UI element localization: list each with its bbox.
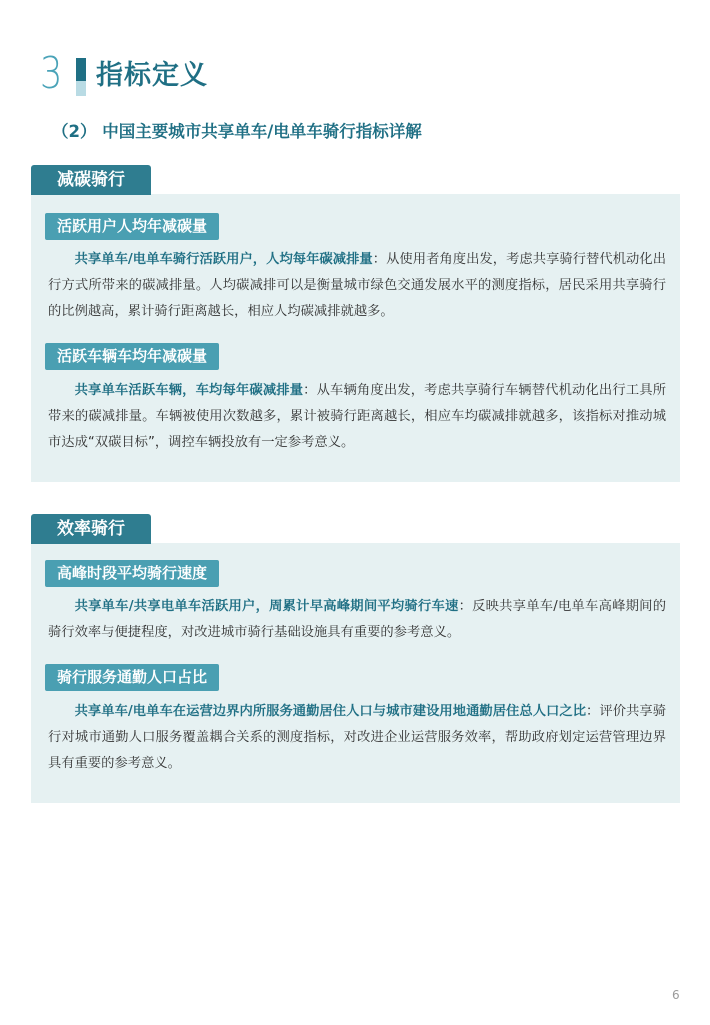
section-tag-efficiency: 效率骑行: [31, 514, 151, 544]
item-description-commute-coverage: [48, 699, 666, 777]
item-label-user-carbon: 活跃用户人均年减碳量: [45, 213, 219, 240]
item-text: ：从使用者角度出发，考虑共享骑行替代机动化出行方式所带来的碳减排量。人均碳减排可以是衡量城市绿色交通发展水平的测度指标，居民采用共享骑行的比例越高，累计骑行距离越长，相应人均碳减排就越多。: [48, 252, 667, 319]
item-term: 共享单车/电单车骑行活跃用户，人均每年碳减排量: [74, 252, 373, 267]
item-description-user-carbon: [48, 247, 666, 325]
item-label-vehicle-carbon: 活跃车辆车均年减碳量: [45, 343, 219, 370]
item-description-peak-speed: [48, 594, 666, 646]
item-text: ：反映共享单车/电单车高峰期间的骑行效率与便捷程度，对改进城市骑行基础设施具有重要的参考意义。: [48, 599, 667, 640]
page-number: 6: [672, 988, 680, 1002]
item-label-peak-speed: 高峰时段平均骑行速度: [45, 560, 219, 587]
section-tag-carbon: 减碳骑行: [31, 165, 151, 195]
chapter-accent-bar: [76, 58, 86, 96]
item-label-commute-coverage: 骑行服务通勤人口占比: [45, 664, 219, 691]
chapter-number: 3: [40, 48, 63, 99]
item-text: ：从车辆角度出发，考虑共享骑行车辆替代机动化出行工具所带来的碳减排量。车辆被使用次数越多，累计被骑行距离越长，相应车均碳减排就越多，该指标对推动城市达成“双碳目标”，调控车辆投放有一定参考意义。: [48, 383, 667, 450]
chapter-title: 指标定义: [96, 60, 208, 91]
item-term: 共享单车/电单车在运营边界内所服务通勤居住人口与城市建设用地通勤居住总人口之比: [74, 704, 587, 719]
sub-heading: （2） 中国主要城市共享单车/电单车骑行指标详解: [52, 122, 422, 141]
item-term: 共享单车/共享电单车活跃用户，周累计早高峰期间平均骑行车速: [74, 599, 459, 614]
item-text: ：评价共享骑行对城市通勤人口服务覆盖耦合关系的测度指标，对改进企业运营服务效率，帮助政府划定运营管理边界具有重要的参考意义。: [48, 704, 666, 771]
item-term: 共享单车活跃车辆，车均每年碳减排量: [74, 383, 304, 398]
item-description-vehicle-carbon: [48, 378, 666, 456]
